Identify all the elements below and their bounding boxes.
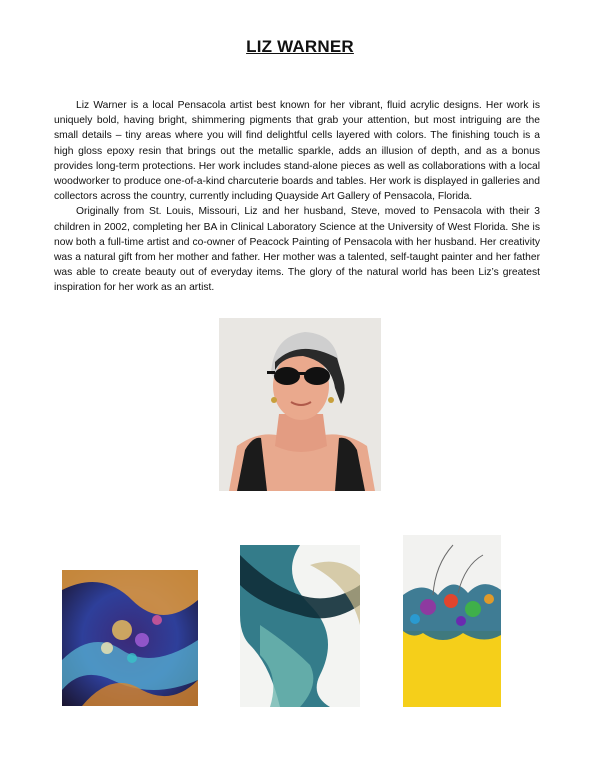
artwork-image [62,570,198,706]
bio-paragraph: Originally from St. Louis, Missouri, Liz and her husband, Steve, moved to Pensacola with their 3 children in 2002, completing her BA in Clinical Laboratory Science at the University of West Florida. She is now both a full-time artist and co-owner of Peacock Painting of Pensacola with her husband. Her creativity was a natural gift from her mother and father. Her mother was a talented, self-taught painter and her father was able to create beauty out of everyday items. The glory of the natural world has been Liz’s greatest inspiration for her work as an artist. [54,206,540,294]
artist-bio [54,98,540,296]
artwork-image [403,535,501,707]
bio-paragraph: Liz Warner is a local Pensacola artist best known for her vibrant, fluid acrylic designs. Her work is uniquely bold, having bright, shimmering pigments that grab your attention, but most intriguing are the small details – tiny areas where you will find delightful cells layered with colors. The finishing touch is a high gloss epoxy resin that brings out the metallic sparkle, adds an illusion of depth, and as a bonus provides long-term protections. Her work includes stand-alone pieces as well as collaborations with a local woodworker to produce one-of-a-kind charcuterie boards and tables. Her work is displayed in galleries and collectors across the country, currently including Quayside Art Gallery of Pensacola, Florida. [54,100,540,203]
artwork-image [240,545,360,707]
page-title: LIZ WARNER [246,37,354,56]
artist-portrait-photo [219,318,381,491]
